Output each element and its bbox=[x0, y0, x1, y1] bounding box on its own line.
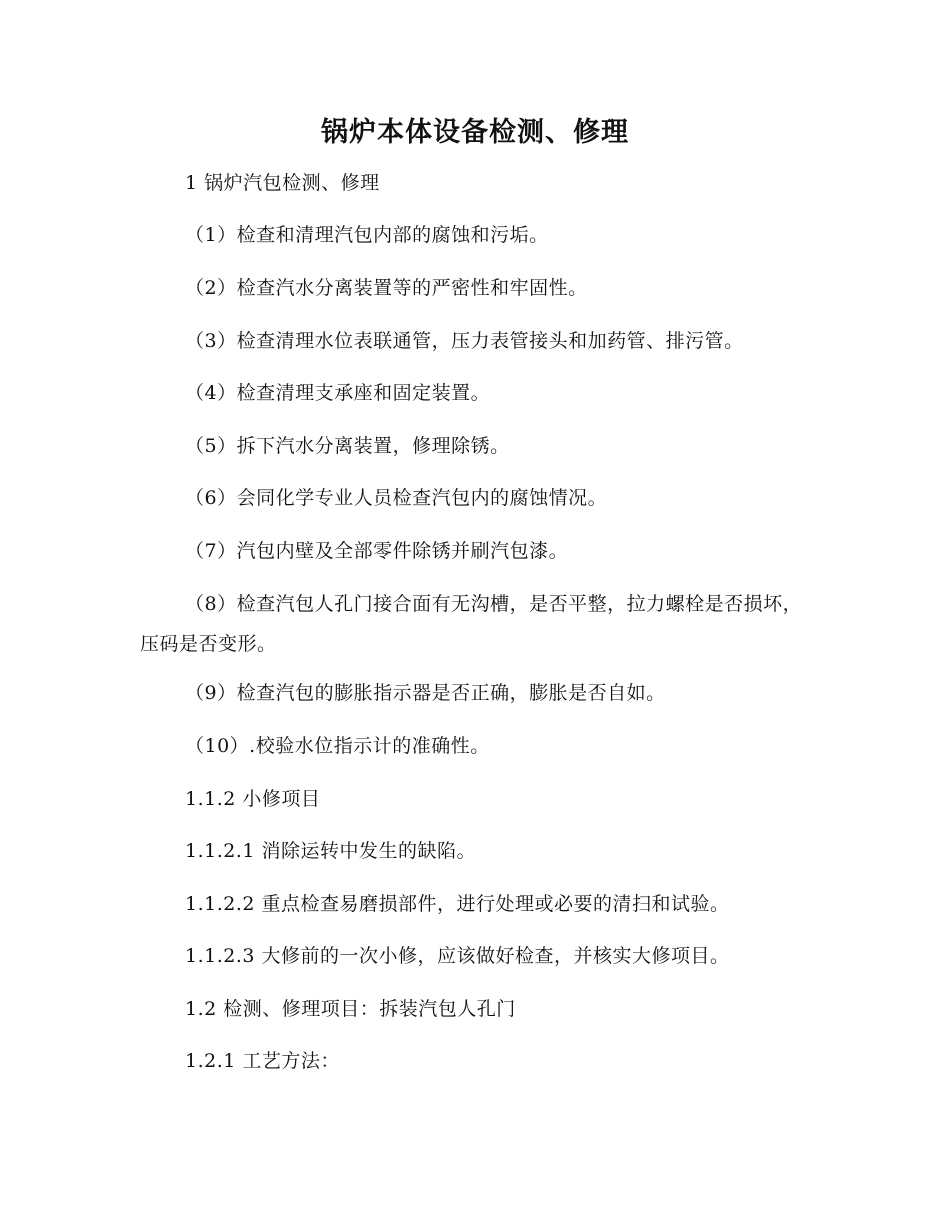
section-heading: 1 锅炉汽包检测、修理 bbox=[185, 172, 380, 194]
list-item: （4）检查清理支承座和固定装置。 bbox=[185, 382, 491, 404]
list-item: （5）拆下汽水分离装置，修理除锈。 bbox=[185, 435, 510, 457]
subsection-heading: 1.2.1 工艺方法： bbox=[185, 1050, 340, 1072]
list-item: 1.1.2.3 大修前的一次小修，应该做好检查，并核实大修项目。 bbox=[185, 945, 730, 967]
list-item: （6）会同化学专业人员检查汽包内的腐蚀情况。 bbox=[185, 487, 608, 509]
list-item: （1）检查和清理汽包内部的腐蚀和污垢。 bbox=[185, 224, 549, 246]
subsection-heading: 1.2 检测、修理项目：拆装汽包人孔门 bbox=[185, 998, 516, 1020]
list-item: （2）检查汽水分离装置等的严密性和牢固性。 bbox=[185, 277, 588, 299]
list-item: （8）检查汽包人孔门接合面有无沟槽，是否平整，拉力螺栓是否损坏，压码是否变形。 bbox=[140, 593, 803, 655]
list-item: （7）汽包内壁及全部零件除锈并刷汽包漆。 bbox=[185, 540, 569, 562]
list-item: 1.1.2.1 消除运转中发生的缺陷。 bbox=[185, 840, 477, 862]
subsection-heading: 1.1.2 小修项目 bbox=[185, 788, 321, 810]
list-item: （3）检查清理水位表联通管，压力表管接头和加药管、排污管。 bbox=[185, 330, 744, 352]
list-item: 1.1.2.2 重点检查易磨损部件，进行处理或必要的清扫和试验。 bbox=[185, 893, 730, 915]
list-item: （10）.校验水位指示计的准确性。 bbox=[185, 735, 490, 757]
page-title: 锅炉本体设备检测、修理 bbox=[321, 117, 629, 148]
list-item: （9）检查汽包的膨胀指示器是否正确，膨胀是否自如。 bbox=[185, 682, 666, 704]
